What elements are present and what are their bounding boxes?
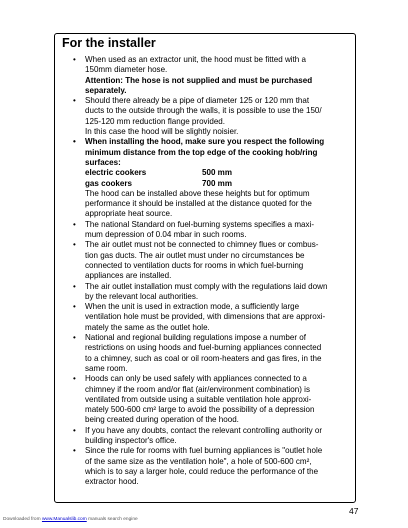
text-line: • Should there already be a pipe of diameter 125 or 120 mm that [85, 96, 310, 106]
text-line: which is to say a larger hole, could reduce the performance of the [85, 466, 319, 476]
list-item [60, 220, 364, 241]
text-line: In this case the hood will be slightly noisier. [85, 127, 239, 137]
text-line: • When the unit is used in extraction mode, a sufficiently large [85, 302, 300, 312]
text-line: connected to ventilation ducts for rooms in which fuel-burning [85, 260, 304, 270]
text-line: ducts to the outside through the walls, it is possible to use the 150/ [85, 106, 322, 116]
distance-row-electric [85, 168, 364, 178]
text-line: • National and regional building regulations impose a number of [85, 333, 306, 343]
list-item [60, 240, 364, 281]
text-line: ventilated from outside using a suitable ventilation hole approxi- [85, 394, 312, 404]
text-line: 150mm diameter hose. [85, 65, 168, 75]
text-line: of the same size as the ventilation hole", a hole of 500-600 cm², [85, 456, 312, 466]
attention-line: separately. [85, 85, 127, 95]
text-line: appliances are installed. [85, 271, 172, 281]
text-line: • The air outlet must not be connected to chimney flues or combus- [85, 240, 319, 250]
footer-prefix: Downloaded from [3, 517, 42, 522]
text-line: mately the same as the outlet hole. [85, 322, 210, 332]
attention-line: Attention: The hose is not supplied and must be purchased [85, 75, 313, 85]
text-line: minimum distance from the top edge of the cooking hob/ring [85, 147, 318, 157]
list-item [60, 137, 364, 219]
text-line: • If you have any doubts, contact the relevant controlling authority or [85, 425, 323, 435]
text-line: extractor hood. [85, 477, 139, 487]
text-line: • The air outlet installation must comply with the regulations laid down [85, 281, 328, 291]
list-item [60, 96, 364, 137]
text-line: by the relevant local authorities. [85, 291, 199, 301]
list-item [60, 302, 364, 333]
distance-label: gas cookers [85, 178, 132, 188]
text-line: • When used as an extractor unit, the hood must be fitted with a [85, 55, 306, 64]
list-item [60, 426, 364, 447]
text-line: appropriate heat source. [85, 209, 173, 219]
installer-instructions-list [60, 55, 364, 487]
page-number: 47 [349, 506, 359, 516]
text-line: chimney if the room and/or flat (air/environment combination) is [85, 384, 310, 394]
list-item [60, 282, 364, 303]
text-line: 125-120 mm reduction flange provided. [85, 116, 226, 126]
text-line: being created during operation of the hood. [85, 415, 239, 425]
text-line: surfaces: [85, 157, 121, 167]
text-line: mum depression of 0.04 mbar in such rooms. [85, 230, 247, 240]
download-footer [3, 517, 138, 523]
distance-value: 500 mm [202, 168, 232, 178]
list-item [60, 55, 364, 96]
text-line: • Hoods can only be used safely with appliances connected to a [85, 374, 307, 384]
text-line: • When installing the hood, make sure you respect the following [85, 137, 325, 147]
text-line: ventilation hole must be provided, with dimensions that are approxi- [85, 312, 326, 322]
list-item [60, 446, 364, 487]
text-line: building inspector's office. [85, 435, 177, 445]
text-line: same room. [85, 363, 128, 373]
list-item [60, 333, 364, 374]
text-line: tion gas ducts. The air outlet must under no circumstances be [85, 250, 305, 260]
distance-label: electric cookers [85, 168, 147, 178]
distance-value: 700 mm [202, 178, 232, 188]
text-line: The hood can be installed above these heights but for optimum [85, 188, 310, 198]
manualslib-link[interactable]: www.Manualslib.com [41, 517, 87, 522]
text-line: • The national Standard on fuel-burning systems specifies a maxi- [85, 219, 315, 229]
text-line: mately 500-600 cm² large to avoid the possibility of a depression [85, 405, 315, 415]
text-line: to a chimney, such as coal or oil room-heaters and gas fires, in the [85, 353, 322, 363]
footer-suffix: manuals search engine [86, 517, 138, 522]
distance-row-gas [85, 179, 364, 189]
section-heading: For the installer [62, 36, 156, 50]
list-item [60, 374, 364, 425]
text-line: • Since the rule for rooms with fuel burning appliances is "outlet hole [85, 446, 323, 456]
text-line: restrictions on using hoods and fuel-burning appliances connected [85, 343, 322, 353]
text-line: performance it should be installed at the distance quoted for the [85, 199, 312, 209]
